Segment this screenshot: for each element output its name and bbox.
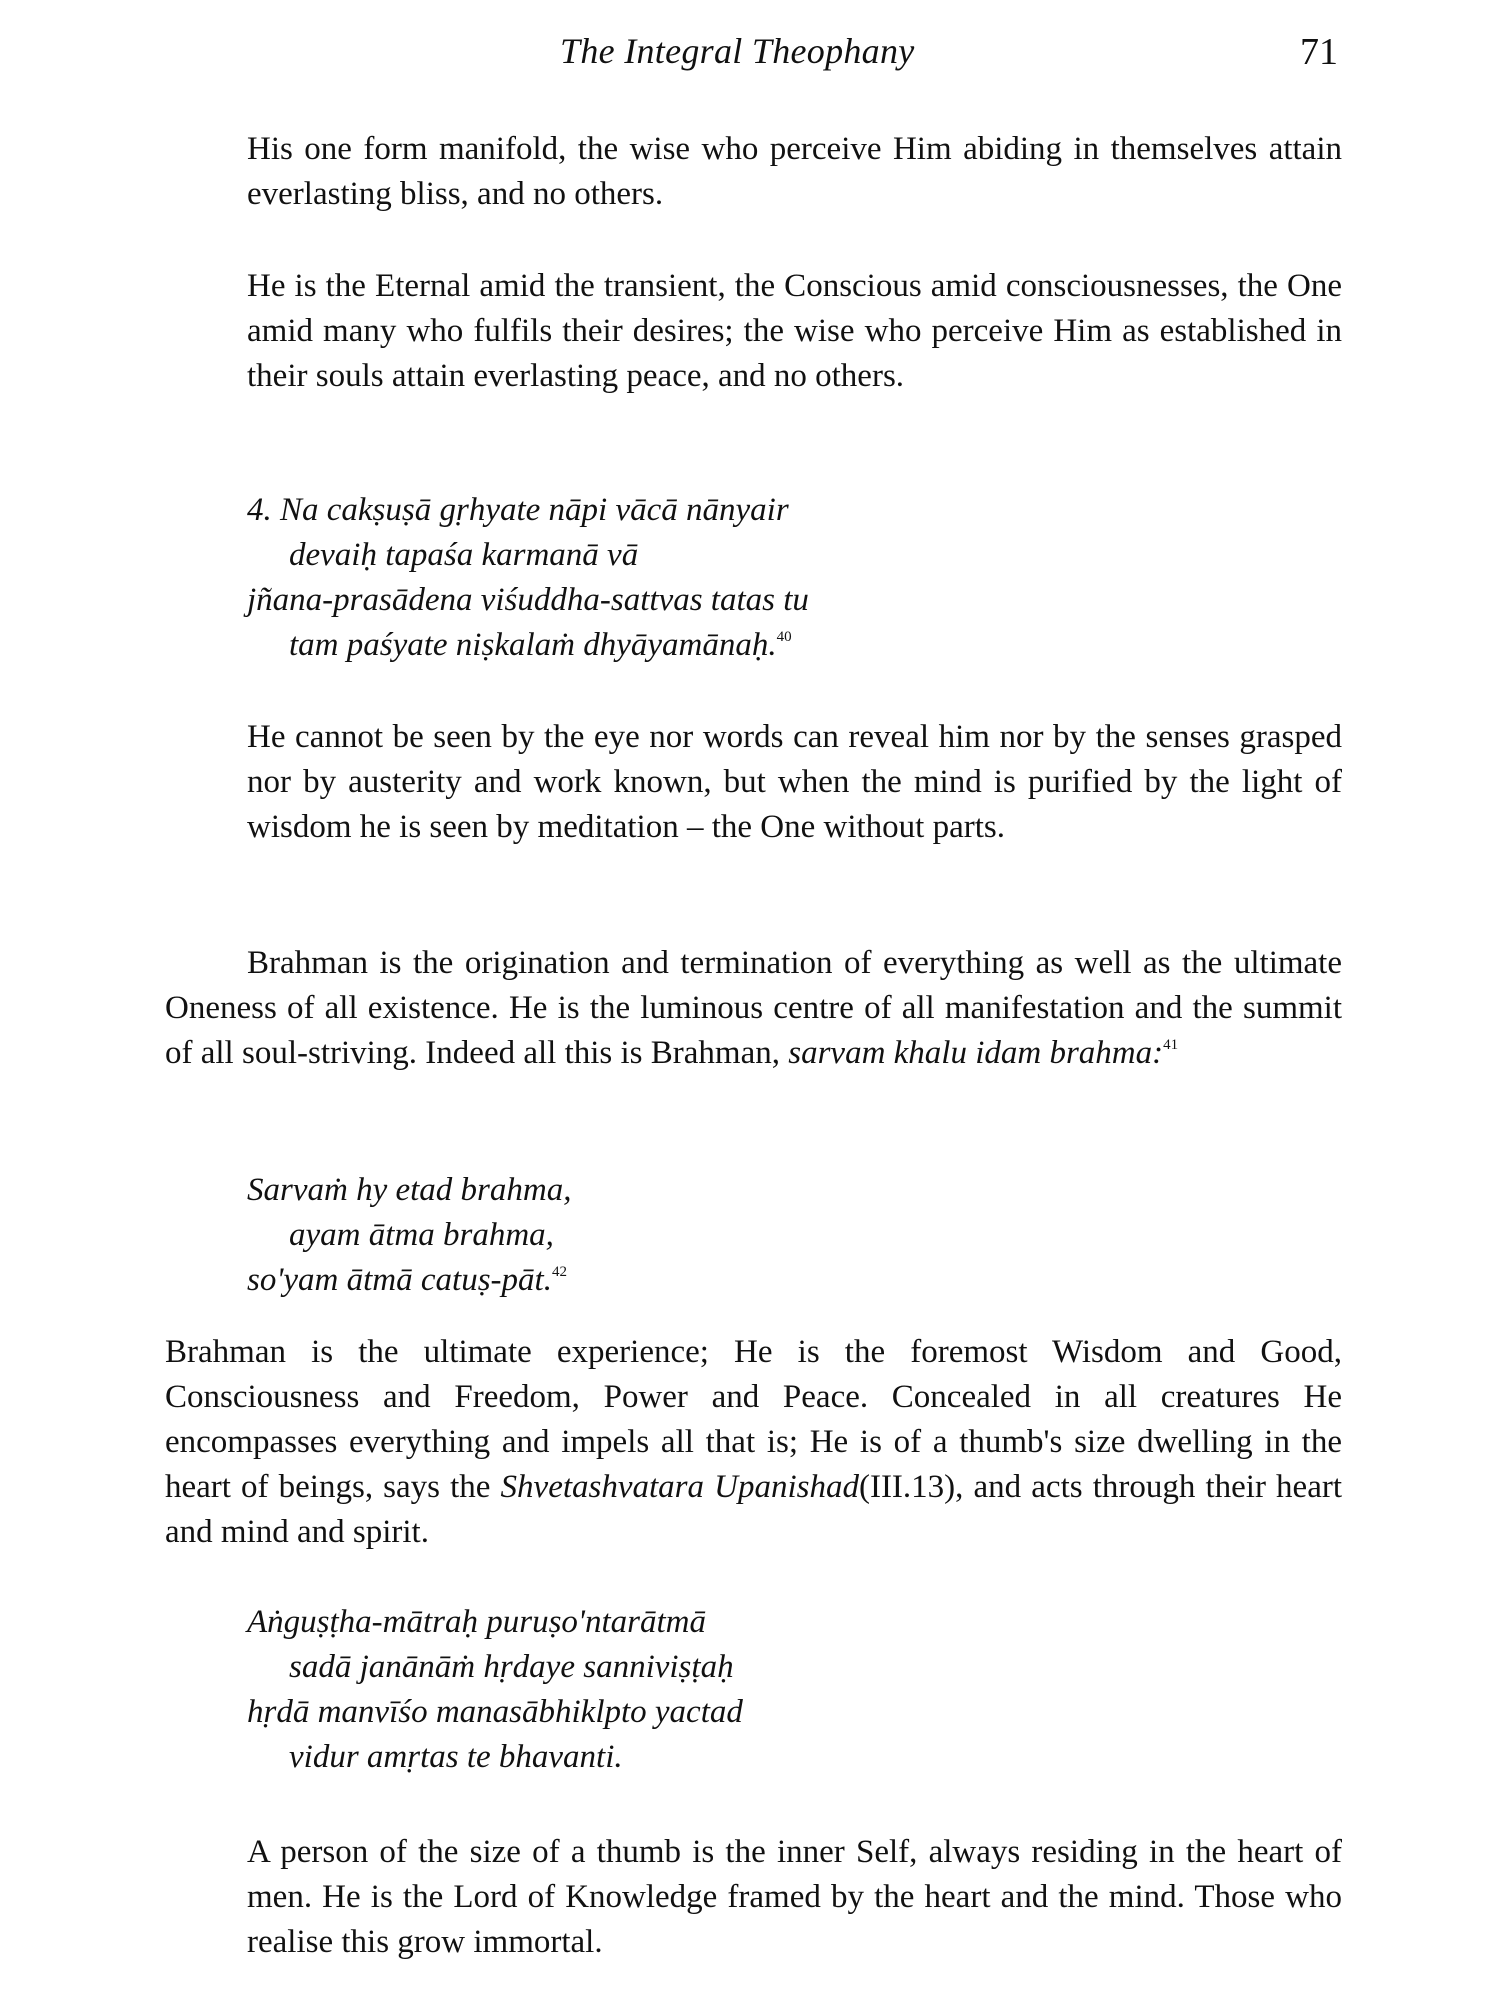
sanskrit-verse-4 — [247, 488, 809, 668]
verse-line: devaiḥ tapaśa karmanā vā — [289, 537, 639, 573]
paragraph-person-size-of-thumb: A person of the size of a thumb is the inner Self, always residing in the heart of men. He is the Lord of Knowledge framed by the heart and the mind. Those who realise this grow immortal. — [247, 1834, 1342, 1960]
verse-line: vidur amṛtas te bhavanti. — [289, 1739, 623, 1775]
paragraph-cannot-be-seen: He cannot be seen by the eye nor words can reveal him nor by the senses grasped nor by austerity and work known, but when the mind is purified by the light of wisdom he is seen by meditation – the One without parts. — [247, 719, 1342, 845]
verse-line: tam paśyate niṣkalaṁ dhyāyamānaḥ.$^{40}$ — [289, 627, 792, 663]
verse-line: jñana-prasādena viśuddha-sattvas tatas tu — [247, 582, 809, 618]
verse-line: 4. Na cakṣuṣā gṛhyate nāpi vācā nānyair — [247, 492, 789, 528]
footnote-ref-40: 40 — [776, 629, 792, 645]
sanskrit-verse-sarvam — [247, 1168, 571, 1303]
verse-line: so'yam ātmā catuṣ-pāt.$^{42}$ — [247, 1262, 567, 1298]
verse-line: ayam ātma brahma, — [289, 1217, 554, 1253]
paragraph-his-one-form: His one form manifold, the wise who perceive Him abiding in themselves attain everlasting bliss, and no others. — [247, 131, 1342, 212]
paragraph-eternal-amid-transient: He is the Eternal amid the transient, the Conscious amid consciousnesses, the One amid many who fulfils their desires; the wise who perceive Him as established in their souls attain everlasting peace, and no others. — [247, 268, 1342, 394]
verse-line: sadā janānāṁ hṛdaye sanniviṣṭaḥ — [289, 1649, 734, 1685]
footnote-ref-41: 41 — [1163, 1037, 1179, 1053]
verse-line: hṛdā manvīśo manasābhiklpto yactad — [247, 1694, 743, 1730]
footnote-ref-42: 42 — [551, 1264, 567, 1280]
sanskrit-verse-angustha — [247, 1600, 743, 1780]
page-number: 71 — [1300, 31, 1338, 73]
verse-line: Sarvaṁ hy etad brahma, — [247, 1172, 572, 1208]
verse-line: Aṅguṣṭha-mātraḥ puruṣo'ntarātmā — [247, 1604, 707, 1640]
paragraph-brahman-origination: Brahman is the origination and termination of everything as well as the ultimate Oneness of all existence. He is the luminous centre of all manifestation and the summit of all soul-striving. Indeed all this is Brahman, sarvam khalu idam brahma:$^{41}$ — [165, 945, 1342, 1071]
running-title: The Integral Theophany — [560, 31, 915, 71]
paragraph-ultimate-experience: Brahman is the ultimate experience; He is the foremost Wisdom and Good, Consciousness and Freedom, Power and Peace. Concealed in all creatures He encompasses everything and impels all that is; He is of a thumb's size dwelling in the heart of beings, says the Shvetashvatara Upanishad(III.13), and acts through their heart and mind and spirit. — [165, 1334, 1342, 1550]
